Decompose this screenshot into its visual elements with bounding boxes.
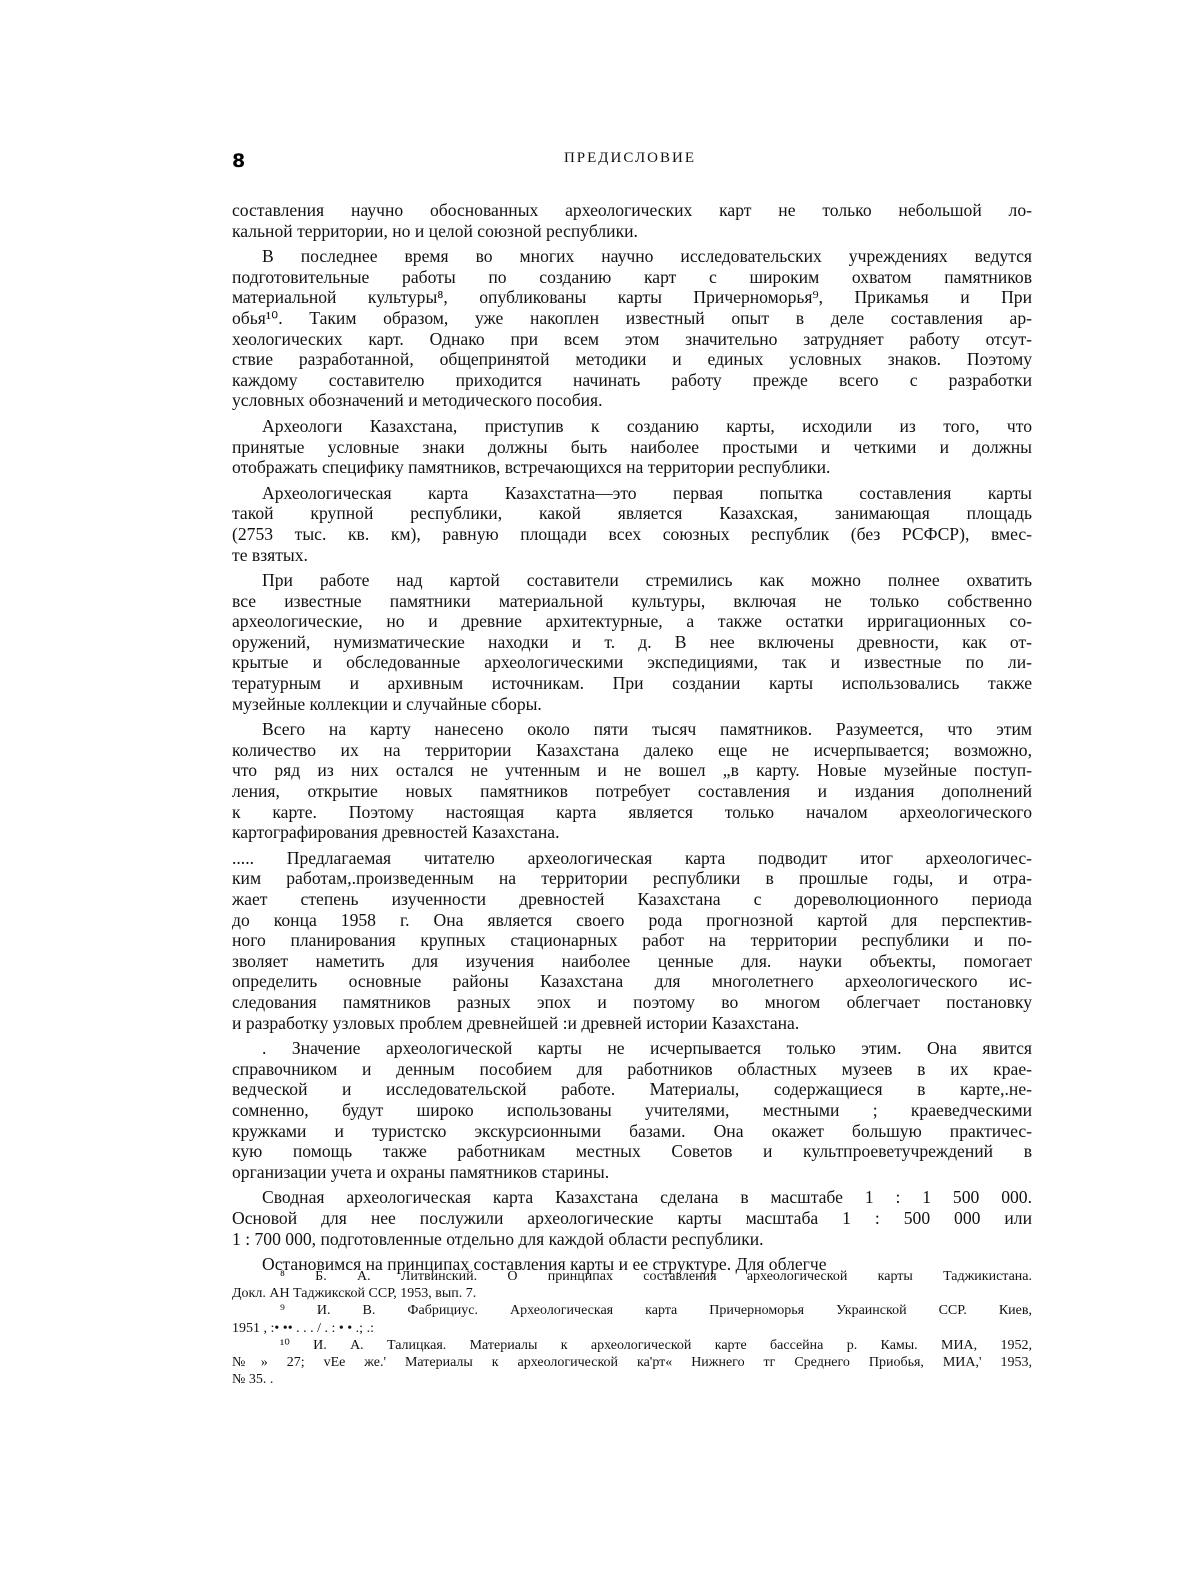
text-line: ким работам,.произведенным на территории республики в прошлые годы, и отра-	[232, 868, 1032, 889]
footnote-line: №» 27; vEe же.' Материалы к археологической ка'рт« Нижнего тг Среднего Приобья, МИА,' 1953,	[232, 1355, 1032, 1371]
text-line: (2753 тыс. кв. км), равную площади всех союзных республик (без РСФСР), вмес-	[232, 523, 1032, 544]
text-line: и разработку узловых проблем древнейшей :и древней истории Казахстана.	[232, 1012, 800, 1033]
paragraph	[232, 719, 1032, 843]
paragraph	[232, 570, 1032, 714]
text-line: хеологических карт. Однако при всем этом значительно затрудняет работу отсут-	[232, 328, 1032, 349]
text-line: кружками и туристско экскурсионными базами. Она окажет большую практичес-	[232, 1120, 1032, 1141]
text-line: жает степень изученности древностей Казахстана с дореволюционного периода	[232, 889, 1032, 909]
footnotes	[232, 1268, 1032, 1388]
text-line: следования памятников разных эпох и поэтому во многом облегчает постановку	[232, 991, 1032, 1012]
text-line: археологические, но и древние архитектурные, а также остатки ирригационных со-	[232, 611, 1032, 632]
text-line: каждому составителю приходится начинать работу прежде всего с разработки	[232, 369, 1032, 390]
paragraph	[232, 483, 1032, 565]
footnote-line: Докл. АН Таджикской ССР, 1953, вып. 7.	[232, 1286, 477, 1302]
text-line: определить основные районы Казахстана для многолетнего археологического ис-	[232, 971, 1032, 992]
footnote-line: ⁸ Б. А. Литвинский. О принципах составления археологической карты Таджикистана.	[280, 1269, 1032, 1284]
text-line: такой крупной республики, какой является Казахская, занимающая площадь	[232, 503, 1032, 524]
text-line: количество их на территории Казахстана далеко еще не исчерпывается; возможно,	[232, 739, 1032, 760]
text-line: тературным и архивным источникам. При создании карты использовались также	[232, 673, 1032, 694]
text-line: ления, открытие новых памятников потребует составления и издания дополнений	[232, 781, 1032, 802]
text-line: к карте. Поэтому настоящая карта является только началом археологического	[232, 801, 1032, 822]
text-line: сомненно, будут широко использованы учителями, местными ; краеведческими	[232, 1099, 1032, 1120]
text-line: отображать специфику памятников, встречающихся на территории республики.	[232, 457, 831, 478]
footnote-line: ¹⁰ И. А. Талицкая. Материалы к археологической карте бассейна р. Камы. МИА, 1952,	[280, 1337, 1032, 1353]
running-title: ПРЕДИСЛОВИЕ	[563, 150, 697, 166]
text-line: Археологическая карта Казахстатна—это первая попытка составления карты	[262, 482, 1032, 503]
text-line: те взятых.	[232, 544, 308, 565]
text-line: кальной территории, но и целой союзной республики.	[232, 220, 638, 241]
footnote-line: ⁹ И. В. Фабрициус. Археологическая карта Причерноморья Украинской ССР. Киев,	[280, 1303, 1032, 1319]
text-line: подготовительные работы по созданию карт с широким охватом памятников	[232, 266, 1032, 287]
text-line: принятые условные знаки должны быть наиболее простыми и четкими и должны	[232, 436, 1032, 457]
text-line: Основой для нее послужили археологические карты масштаба 1 : 500 000 или	[232, 1207, 1032, 1228]
footnote-line: № 35. .	[232, 1372, 274, 1388]
text-line: зволяет наметить для изучения наиболее ценные для. науки объекты, помогает	[232, 950, 1032, 971]
page-number: 8	[232, 150, 246, 172]
text-line: что ряд из них остался не учтенным и не вошел „в карту. Новые музейные поступ-	[232, 760, 1032, 781]
text-line: ного планирования крупных стационарных работ на территории республики и по-	[232, 930, 1032, 951]
text-line: Остановимся на принципах составления карты и ее структуре. Для облегче	[262, 1254, 827, 1275]
paragraph	[232, 1187, 1032, 1249]
text-line: При работе над картой составители стремились как можно полнее охватить	[262, 570, 1032, 591]
paragraph	[232, 200, 1032, 241]
text-line: материальной культуры⁸, опубликованы карты Причерноморья⁹, Прикамья и При	[232, 287, 1032, 308]
text-line: крытые и обследованные археологическими экспедициями, так и известные по ли-	[232, 652, 1032, 673]
text-line: Археологи Казахстана, приступив к созданию карты, исходили из того, что	[262, 415, 1032, 436]
paragraph	[232, 1038, 1032, 1182]
text-line: справочником и денным пособием для работников областных музеев в их крае-	[232, 1058, 1032, 1079]
text-line: Сводная археологическая карта Казахстана сделана в масштабе 1 : 1 500 000.	[262, 1187, 1032, 1208]
text-line: картографирования древностей Казахстана.	[232, 822, 560, 843]
text-line: В последнее время во многих научно исследовательских учреждениях ведутся	[262, 246, 1032, 267]
text-line: организации учета и охраны памятников старины.	[232, 1161, 610, 1182]
footnote-line: 1951 , :• •• . . . / . : • • .; .:	[232, 1320, 374, 1336]
text-line: до конца 1958 г. Она является своего рода прогнозной картой для перспектив-	[232, 909, 1032, 930]
paragraph	[232, 848, 1032, 1033]
paragraph	[232, 246, 1032, 411]
text-line: обья¹⁰. Таким образом, уже накоплен известный опыт в деле составления ар-	[232, 307, 1032, 328]
text-line: 1 : 700 000, подготовленные отдельно для каждой области республики.	[232, 1228, 764, 1249]
paragraph	[232, 416, 1032, 478]
text-line: . Значение археологической карты не исчерпывается только этим. Она явится	[262, 1038, 1032, 1059]
text-line: кую помощь также работникам местных Советов и культпроеветучреждений в	[232, 1141, 1032, 1162]
text-line: составления научно обоснованных археологических карт не только небольшой ло-	[232, 200, 1032, 220]
text-line: ведческой и исследовательской работе. Материалы, содержащиеся в карте,.не-	[232, 1079, 1032, 1100]
text-line: ствие разработанной, общепринятой методики и единых условных знаков. Поэтому	[232, 349, 1032, 370]
text-line: Всего на карту нанесено около пяти тысяч памятников. Разумеется, что этим	[262, 719, 1032, 740]
text-line: условных обозначений и методического пособия.	[232, 390, 603, 411]
body-text	[232, 200, 1032, 1280]
text-line: музейные коллекции и случайные сборы.	[232, 693, 542, 714]
text-line: ..... Предлагаемая читателю археологическая карта подводит итог археологичес-	[232, 847, 1032, 868]
text-line: оружений, нумизматические находки и т. д. В нее включены древности, как от-	[232, 631, 1032, 652]
text-line: все известные памятники материальной культуры, включая не только собственно	[232, 590, 1032, 611]
